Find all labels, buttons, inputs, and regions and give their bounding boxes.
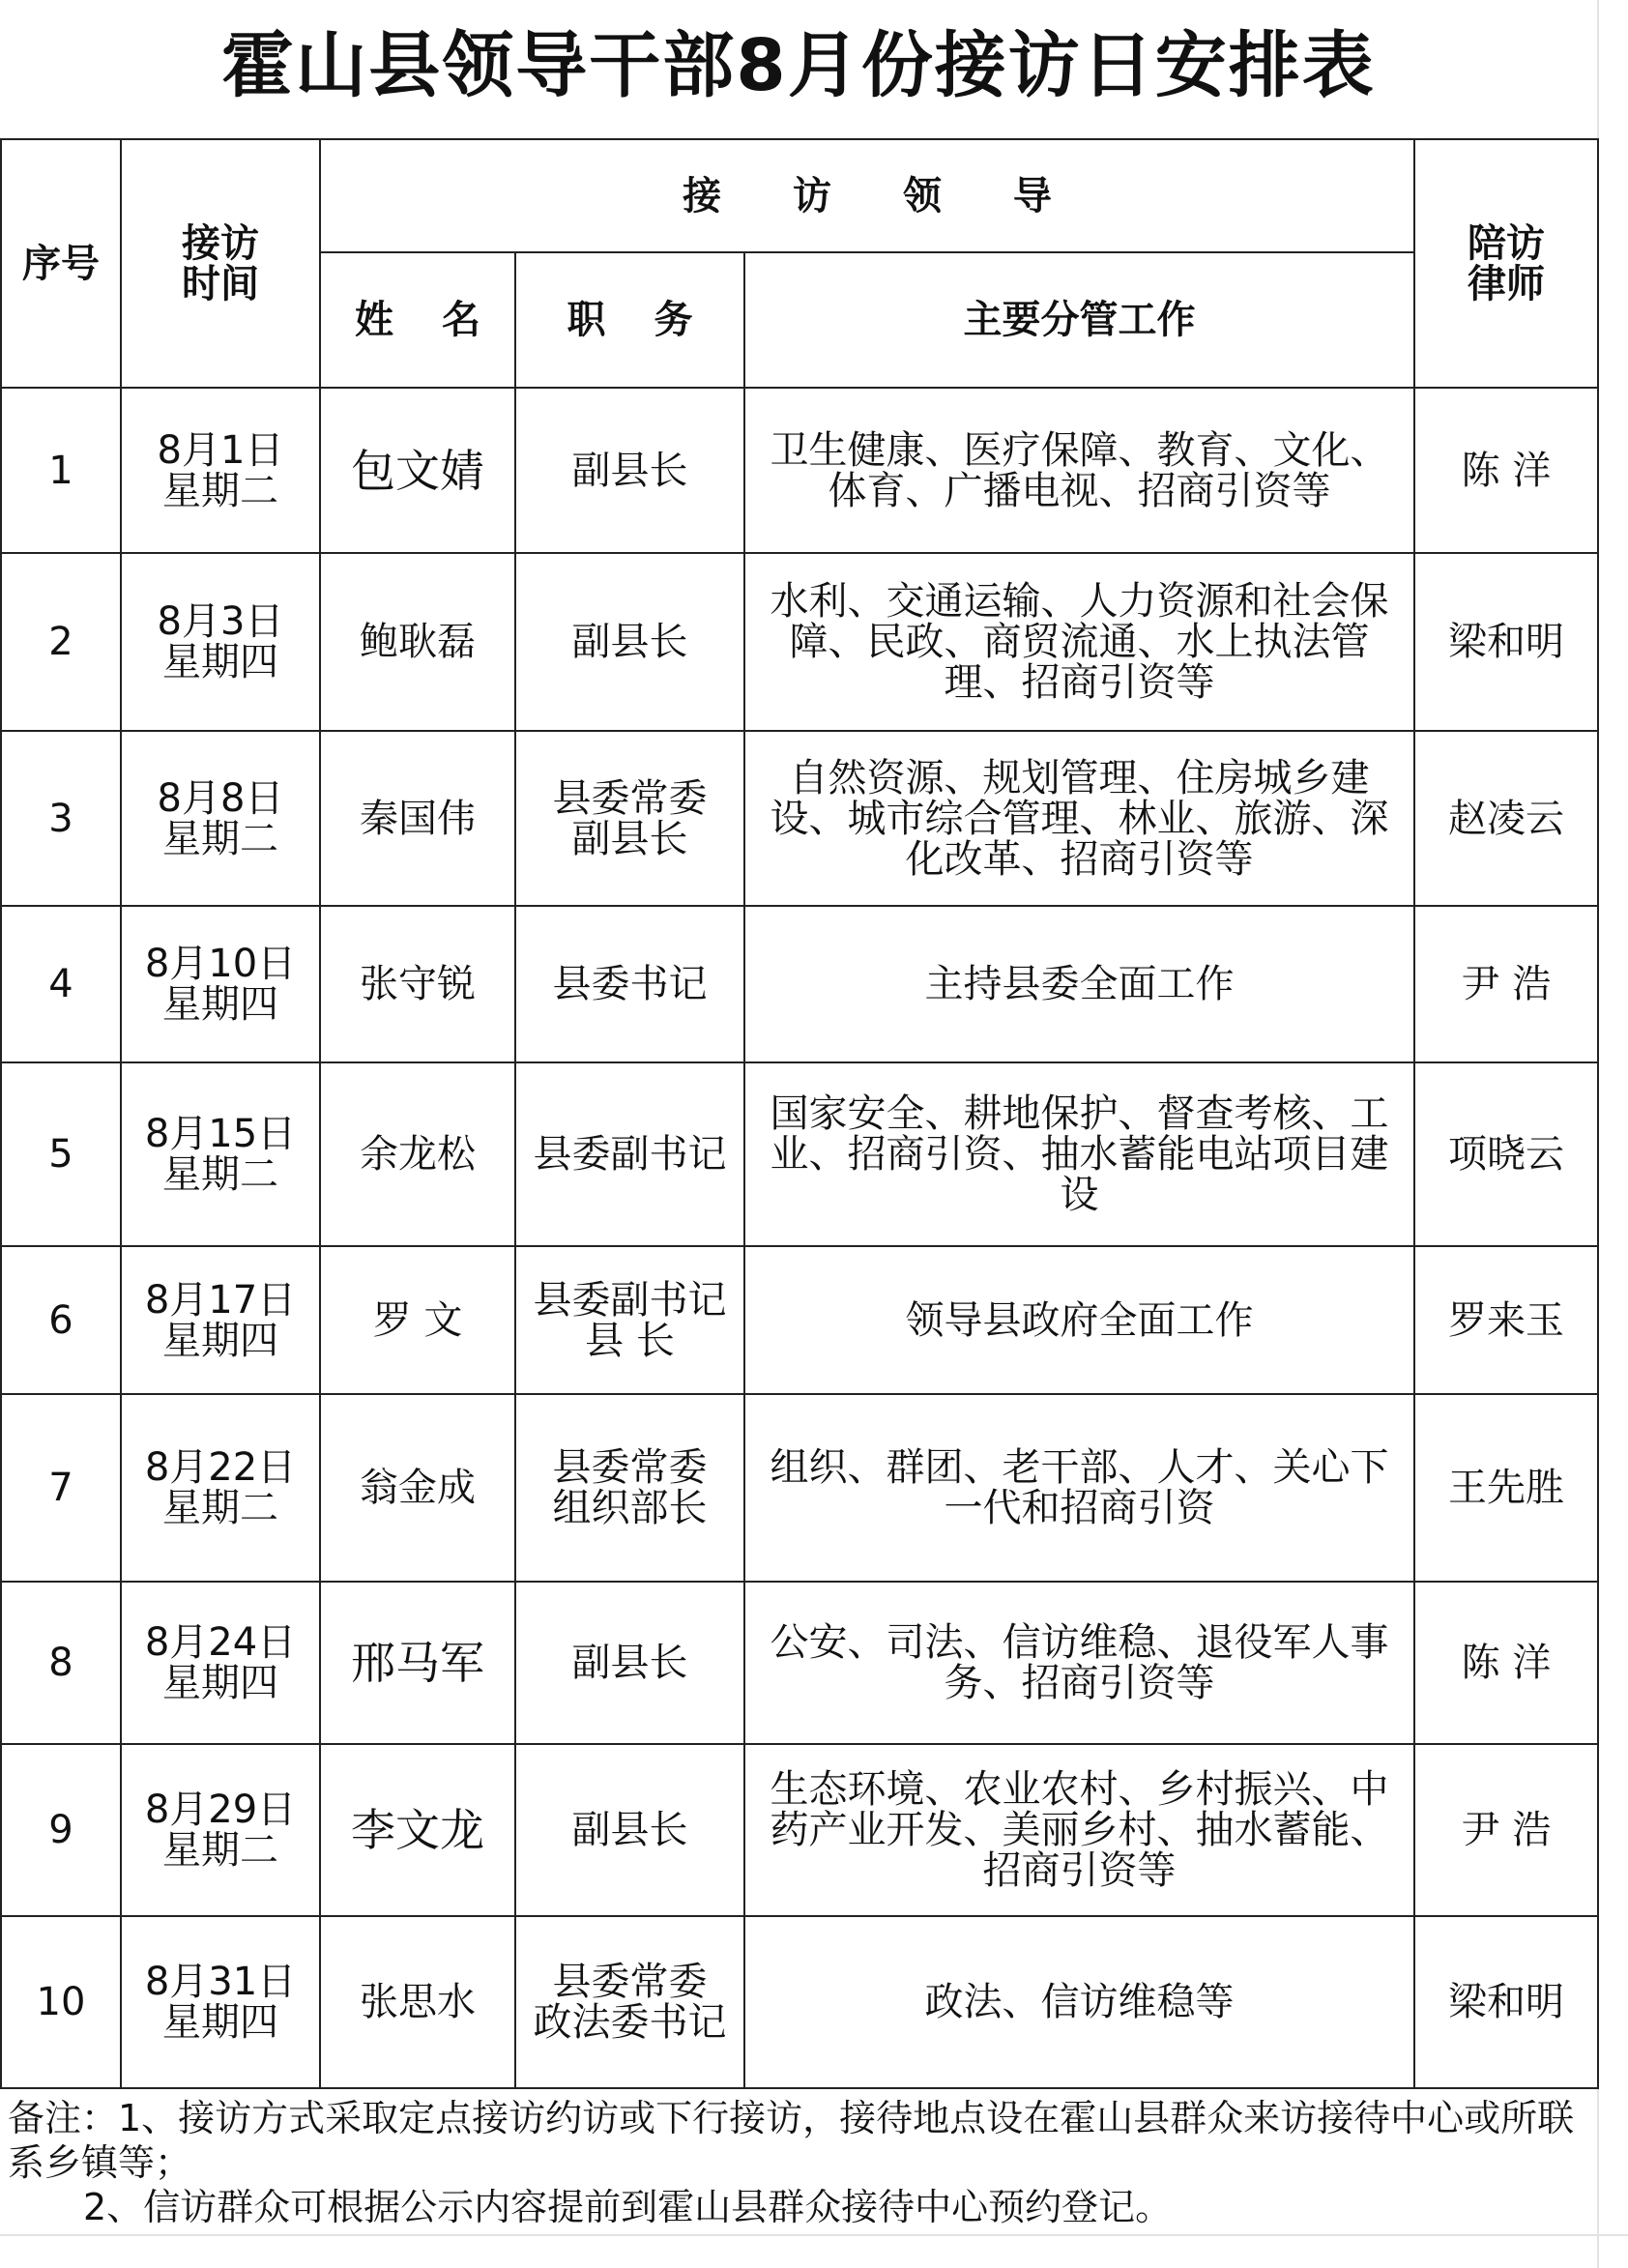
row-duties: 政法、信访维稳等: [744, 1916, 1414, 2088]
row-lawyer: 梁和明: [1414, 1916, 1598, 2088]
table-row: [1, 1916, 1598, 2088]
row-name: 张思水: [320, 1916, 515, 2088]
row-duties: 国家安全、耕地保护、督查考核、工业、招商引资、抽水蓄能电站项目建设: [744, 1062, 1414, 1246]
row-index: 2: [1, 553, 121, 731]
table-row: [1, 731, 1598, 906]
header-index: 序号: [1, 139, 121, 388]
remarks: [8, 2096, 1593, 2229]
header-row-1: [1, 139, 1598, 252]
row-name: 鲍耿磊: [320, 553, 515, 731]
row-index: 3: [1, 731, 121, 906]
row-date: 8月22日 星期二: [121, 1394, 320, 1582]
table-row: [1, 1744, 1598, 1916]
row-name: 罗 文: [320, 1246, 515, 1394]
header-lawyer: 陪访 律师: [1414, 139, 1598, 388]
row-name: 张守锐: [320, 906, 515, 1062]
row-date: 8月3日 星期四: [121, 553, 320, 731]
remark-line-1: 备注：1、接访方式采取定点接访约访或下行接访，接待地点设在霍山县群众来访接待中心或所联系乡镇等；: [8, 2097, 1575, 2184]
row-name: 包文婧: [320, 388, 515, 553]
row-index: 10: [1, 1916, 121, 2088]
row-index: 8: [1, 1582, 121, 1744]
page-title: 霍山县领导干部8月份接访日安排表: [221, 24, 1376, 107]
row-index: 1: [1, 388, 121, 553]
table-row: [1, 388, 1598, 553]
row-date: 8月17日 星期四: [121, 1246, 320, 1394]
table-row: [1, 1246, 1598, 1394]
header-name: 姓 名: [320, 252, 515, 388]
header-duties: 主要分管工作: [744, 252, 1414, 388]
row-lawyer: 罗来玉: [1414, 1246, 1598, 1394]
row-date: 8月31日 星期四: [121, 1916, 320, 2088]
row-date: 8月8日 星期二: [121, 731, 320, 906]
row-index: 9: [1, 1744, 121, 1916]
row-index: 6: [1, 1246, 121, 1394]
table-row: [1, 906, 1598, 1062]
row-duties: 领导县政府全面工作: [744, 1246, 1414, 1394]
row-lawyer: 梁和明: [1414, 553, 1598, 731]
row-date: 8月1日 星期二: [121, 388, 320, 553]
row-lawyer: 陈 洋: [1414, 1582, 1598, 1744]
row-position: 县委常委 政法委书记: [515, 1916, 744, 2088]
row-duties: 组织、群团、老干部、人才、关心下一代和招商引资: [744, 1394, 1414, 1582]
remark-line-2: 2、信访群众可根据公示内容提前到霍山县群众接待中心预约登记。: [83, 2186, 1173, 2228]
row-index: 5: [1, 1062, 121, 1246]
row-position: 县委副书记 县 长: [515, 1246, 744, 1394]
row-date: 8月15日 星期二: [121, 1062, 320, 1246]
row-position: 副县长: [515, 1582, 744, 1744]
row-lawyer: 赵凌云: [1414, 731, 1598, 906]
row-position: 县委常委 副县长: [515, 731, 744, 906]
row-date: 8月24日 星期四: [121, 1582, 320, 1744]
row-index: 4: [1, 906, 121, 1062]
table-row: [1, 1582, 1598, 1744]
schedule-table: [0, 138, 1599, 2089]
row-name: 余龙松: [320, 1062, 515, 1246]
table-row: [1, 1062, 1598, 1246]
row-duties: 公安、司法、信访维稳、退役军人事务、招商引资等: [744, 1582, 1414, 1744]
row-date: 8月10日 星期四: [121, 906, 320, 1062]
row-index: 7: [1, 1394, 121, 1582]
row-name: 邢马军: [320, 1582, 515, 1744]
row-name: 翁金成: [320, 1394, 515, 1582]
row-name: 李文龙: [320, 1744, 515, 1916]
header-leader-group: 接 访 领 导: [320, 139, 1414, 252]
row-lawyer: 尹 浩: [1414, 1744, 1598, 1916]
row-lawyer: 陈 洋: [1414, 388, 1598, 553]
row-position: 县委副书记: [515, 1062, 744, 1246]
row-lawyer: 尹 浩: [1414, 906, 1598, 1062]
row-duties: 主持县委全面工作: [744, 906, 1414, 1062]
row-duties: 水利、交通运输、人力资源和社会保障、民政、商贸流通、水上执法管理、招商引资等: [744, 553, 1414, 731]
row-position: 县委常委 组织部长: [515, 1394, 744, 1582]
row-lawyer: 项晓云: [1414, 1062, 1598, 1246]
row-duties: 生态环境、农业农村、乡村振兴、中药产业开发、美丽乡村、抽水蓄能、招商引资等: [744, 1744, 1414, 1916]
row-name: 秦国伟: [320, 731, 515, 906]
row-position: 县委书记: [515, 906, 744, 1062]
table-row: [1, 553, 1598, 731]
row-position: 副县长: [515, 553, 744, 731]
row-position: 副县长: [515, 388, 744, 553]
row-lawyer: 王先胜: [1414, 1394, 1598, 1582]
row-duties: 卫生健康、医疗保障、教育、文化、体育、广播电视、招商引资等: [744, 388, 1414, 553]
header-position: 职 务: [515, 252, 744, 388]
header-time: 接访 时间: [121, 139, 320, 388]
row-position: 副县长: [515, 1744, 744, 1916]
row-date: 8月29日 星期二: [121, 1744, 320, 1916]
row-duties: 自然资源、规划管理、住房城乡建设、城市综合管理、林业、旅游、深化改革、招商引资等: [744, 731, 1414, 906]
table-row: [1, 1394, 1598, 1582]
